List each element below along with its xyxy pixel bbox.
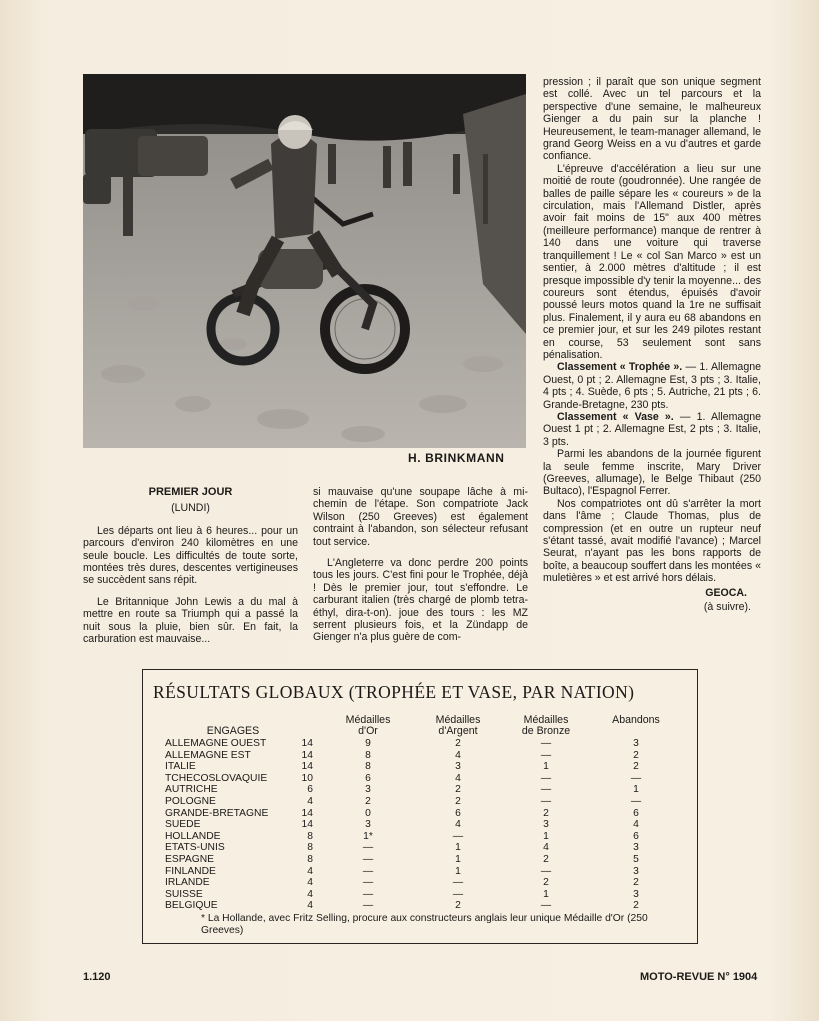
page-number: 1.120 bbox=[83, 971, 111, 983]
or-cell: 2 bbox=[365, 795, 371, 807]
argent-cell: 1 bbox=[455, 853, 461, 865]
article-heading: PREMIER JOUR bbox=[148, 486, 233, 498]
article-column-2 bbox=[313, 486, 528, 644]
abandons-cell: 3 bbox=[633, 738, 639, 749]
argent-cell: 4 bbox=[455, 749, 461, 761]
header-engages: ENGAGES bbox=[206, 725, 260, 737]
or-cell: 8 bbox=[365, 749, 371, 761]
nation-cell: ESPAGNE bbox=[165, 853, 215, 865]
bronze-cell: 2 bbox=[543, 877, 549, 889]
abandons-cell: 3 bbox=[633, 888, 639, 900]
bronze-cell: — bbox=[540, 738, 552, 749]
engages-cell: 14 bbox=[301, 738, 313, 749]
nation-cell: IRLANDE bbox=[165, 877, 210, 889]
nation-cell: FINLANDE bbox=[165, 865, 216, 877]
paragraph: Les départs ont lieu à 6 heures... pour un parcours d'environ 240 kilomètres en une seule boucle. Les difficultés de toute sorte, montées très dures, descentes vertigineuses se succèdent sans répit. bbox=[83, 524, 298, 587]
header-or bbox=[323, 715, 413, 737]
nation-cell: ITALIE bbox=[165, 761, 196, 773]
bronze-cell: — bbox=[540, 784, 552, 796]
nation-cell: ALLEMAGNE EST bbox=[165, 749, 251, 761]
motorcycle-rider-photo bbox=[83, 74, 526, 448]
bronze-cell: 1 bbox=[543, 830, 549, 842]
header-argent-line1: Médailles bbox=[435, 714, 481, 726]
abandons-cell: — bbox=[630, 772, 642, 784]
nation-cell: AUTRICHE bbox=[165, 784, 218, 796]
abandons-cell: 1 bbox=[633, 784, 639, 796]
header-argent-line2: d'Argent bbox=[438, 725, 478, 737]
bronze-cell: 1 bbox=[543, 761, 549, 773]
abandons-cell: 3 bbox=[633, 842, 639, 854]
header-abandons: Abandons bbox=[612, 714, 660, 726]
argent-cell: 3 bbox=[455, 761, 461, 773]
bronze-cell: — bbox=[540, 900, 552, 912]
engages-cell: 14 bbox=[301, 749, 313, 761]
abandons-cell: 2 bbox=[633, 877, 639, 889]
argent-cell: 1 bbox=[455, 842, 461, 854]
nation-cell: SUEDE bbox=[165, 819, 201, 831]
bronze-cell: 2 bbox=[543, 853, 549, 865]
trophee-text: — 1. Allemagne Ouest, 0 pt ; 2. Allemagne Est, 3 pts ; 3. Italie, 4 pts ; 4. Suède, 6 pts ; 5. Autriche, 21 pts ; 6. Grande-Bretagne, 230 pts. bbox=[543, 361, 761, 411]
results-table-box bbox=[142, 669, 698, 944]
abandons-cell: 2 bbox=[633, 749, 639, 761]
header-or-line2: d'Or bbox=[358, 725, 378, 737]
abandons-cell: 4 bbox=[633, 819, 639, 831]
paragraph: L'Angleterre va donc perdre 200 points tous les jours. C'est fini pour le Trophée, déjà ! Dès le premier jour, tout s'effondre. Le carburant italien (très chargé de plomb tetra-éthyl, dira-t-on). joue des tours : les MZ serrent plusieurs fois, et la Zündapp de Gienger n'a plus guère de com- bbox=[313, 557, 528, 644]
paragraph: L'épreuve d'accélération a lieu sur une moitié de route (goudronnée). Une rangée de balles de paille sépare les « coureurs » de la circulation, mais l'Allemand Distler, après avoir fait moins de 15" aux 400 mètres (meilleure performance) manque de rentrer à 140 dans une voiture qui traverse tranquillement ! Le « col San Marco » est un sentier, à 2.000 mètres d'altitude ; il est presque impossible d'y tenir la moyenne... des coureurs sont étendus, épuisés d'avoir poussé leurs motos quand la 1re ne suffisait plus. Finalement, il y aura eu 68 abandons en ce premier jour, et sur les 249 pilotes restant en course, 53 seulement sont sans pénalisation. bbox=[543, 162, 761, 361]
argent-cell: 6 bbox=[455, 807, 461, 819]
paragraph: Le Britannique John Lewis a du mal à mettre en route sa Triumph qui a passé la nuit sous la pluie, bien sûr. En fait, la carburation est mauvaise... bbox=[83, 595, 298, 646]
or-cell: 1* bbox=[363, 830, 373, 842]
argent-cell: — bbox=[452, 830, 464, 842]
header-or-line1: Médailles bbox=[345, 714, 391, 726]
nation-cell: BELGIQUE bbox=[165, 900, 218, 912]
bronze-cell: 4 bbox=[543, 842, 549, 854]
argent-cell: — bbox=[452, 877, 464, 889]
or-cell: 0 bbox=[365, 807, 371, 819]
nation-cell: SUISSE bbox=[165, 888, 203, 900]
header-argent bbox=[413, 715, 503, 737]
abandons-cell: 5 bbox=[633, 853, 639, 865]
or-cell: 3 bbox=[365, 819, 371, 831]
abandons-cell: 2 bbox=[633, 900, 639, 912]
bronze-cell: 1 bbox=[543, 888, 549, 900]
or-cell: 9 bbox=[365, 738, 371, 749]
bronze-cell: — bbox=[540, 772, 552, 784]
nation-cell: GRANDE-BRETAGNE bbox=[165, 807, 269, 819]
continued-note: (à suivre). bbox=[703, 601, 751, 614]
engages-cell: 10 bbox=[301, 772, 313, 784]
header-bronze-line2: de Bronze bbox=[521, 725, 571, 737]
paragraph: pression ; il paraît que son unique segment est collé. Avec un tel parcours et la perspective d'une semaine, le malheureux Gienger a du pain sur la planche ! Heureusement, le team-manager allemand, le grand Georg Weiss en a vu d'autres et garde confiance. bbox=[543, 76, 761, 163]
engages-cell: 14 bbox=[301, 807, 313, 819]
bronze-cell: 3 bbox=[543, 819, 549, 831]
engages-cell: 4 bbox=[307, 877, 313, 889]
argent-cell: — bbox=[452, 888, 464, 900]
engages-cell: 4 bbox=[307, 795, 313, 807]
abandons-cell: 2 bbox=[633, 761, 639, 773]
abandons-cell: 3 bbox=[633, 865, 639, 877]
engages-cell: 14 bbox=[301, 761, 313, 773]
or-cell: — bbox=[362, 877, 374, 889]
abandons-cell: — bbox=[630, 795, 642, 807]
argent-cell: 1 bbox=[455, 865, 461, 877]
bronze-cell: — bbox=[540, 749, 552, 761]
bronze-cell: — bbox=[540, 795, 552, 807]
article-subheading: (LUNDI) bbox=[171, 502, 210, 515]
engages-cell: 8 bbox=[307, 830, 313, 842]
vase-text: — 1. Allemagne Ouest 1 pt ; 2. Allemagne Est, 2 pts ; 3. Italie, 3 pts. bbox=[543, 410, 762, 448]
signature: GEOCA. bbox=[705, 586, 747, 599]
magazine-issue: MOTO-REVUE N° 1904 bbox=[640, 971, 758, 983]
nation-cell: TCHECOSLOVAQUIE bbox=[165, 772, 268, 784]
argent-cell: 4 bbox=[455, 819, 461, 831]
paragraph: Parmi les abandons de la journée figurent la seule femme inscrite, Mary Driver (Greeves, allumage), le Belge Thibaut (250 Bultaco), l'Espagnol Ferrer. bbox=[543, 448, 761, 498]
engages-cell: 4 bbox=[307, 900, 313, 912]
argent-cell: 2 bbox=[455, 900, 461, 912]
nation-cell: POLOGNE bbox=[165, 795, 216, 807]
engages-cell: 4 bbox=[307, 865, 313, 877]
abandons-cell: 6 bbox=[633, 830, 639, 842]
argent-cell: 4 bbox=[455, 772, 461, 784]
bronze-cell: 2 bbox=[543, 807, 549, 819]
or-cell: — bbox=[362, 888, 374, 900]
engages-cell: 8 bbox=[307, 842, 313, 854]
engages-cell: 4 bbox=[307, 888, 313, 900]
argent-cell: 2 bbox=[455, 784, 461, 796]
argent-cell: 2 bbox=[455, 738, 461, 749]
article-column-3 bbox=[543, 76, 761, 613]
argent-cell: 2 bbox=[455, 795, 461, 807]
nation-cell: HOLLANDE bbox=[165, 830, 221, 842]
or-cell: 8 bbox=[365, 761, 371, 773]
photo-credit: H. BRINKMANN bbox=[408, 451, 505, 465]
vase-label: Classement « Vase ». bbox=[557, 410, 674, 423]
or-cell: — bbox=[362, 853, 374, 865]
or-cell: — bbox=[362, 842, 374, 854]
engages-cell: 14 bbox=[301, 819, 313, 831]
nation-cell: ALLEMAGNE OUEST bbox=[165, 738, 267, 749]
trophee-label: Classement « Trophée ». bbox=[557, 361, 683, 374]
header-bronze-line1: Médailles bbox=[523, 714, 569, 726]
or-cell: — bbox=[362, 900, 374, 912]
header-bronze bbox=[501, 715, 591, 737]
nation-cell: ETATS-UNIS bbox=[165, 842, 225, 854]
results-title: RÉSULTATS GLOBAUX (TROPHÉE ET VASE, PAR NATION) bbox=[153, 682, 635, 702]
paragraph: si mauvaise qu'une soupape lâche à mi-chemin de l'étape. Son compatriote Jack Wilson (250 Greeves) est également contraint à l'abandon, son sélecteur refusant tout service. bbox=[313, 486, 528, 548]
bronze-cell: — bbox=[540, 865, 552, 877]
article-column-1 bbox=[83, 486, 298, 645]
engages-cell: 6 bbox=[307, 784, 313, 796]
engages-cell: 8 bbox=[307, 853, 313, 865]
or-cell: 3 bbox=[365, 784, 371, 796]
results-footnote: * La Hollande, avec Fritz Selling, procure aux constructeurs anglais leur unique Médaille d'Or (250 Greeves) bbox=[201, 913, 648, 936]
paragraph: Nos compatriotes ont dû s'arrêter la mort dans l'âme ; Claude Thomas, plus de compression (et en outre un rupteur neuf s'étant tassé, avait modifié l'avance) ; Marcel Seurat, n'ayant pas les bons rapports de boîte, a beaucoup souffert dans les montées « muletières » et est arrivé hors délais. bbox=[543, 497, 761, 585]
or-cell: 6 bbox=[365, 772, 371, 784]
or-cell: — bbox=[362, 865, 374, 877]
abandons-cell: 6 bbox=[633, 807, 639, 819]
